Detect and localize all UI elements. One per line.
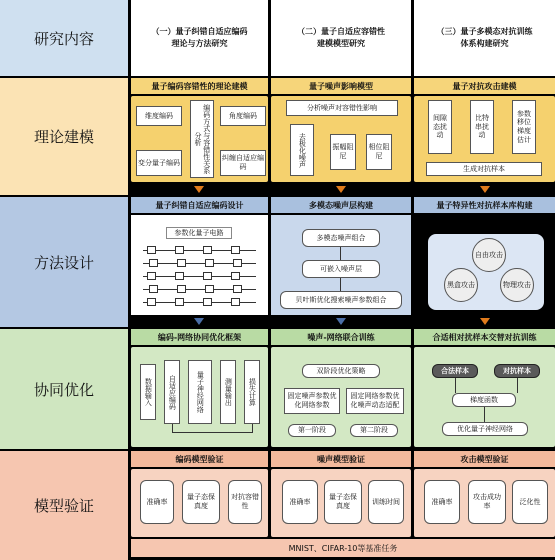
method-c3-circle3: 物理攻击 [500, 268, 534, 302]
theory-c3-bottom: 生成对抗样本 [426, 162, 542, 176]
method-c1-top: 参数化量子电路 [166, 227, 232, 239]
verify-head-3: 攻击模型验证 [414, 451, 555, 467]
optimize-c2-stage2: 第二阶段 [350, 424, 398, 437]
verify-c2-1: 准确率 [282, 480, 318, 524]
circuit-gate [175, 246, 184, 254]
circuit-gate [233, 259, 242, 267]
optimize-c2-box1: 固定噪声参数优化网络参数 [284, 388, 340, 414]
row-label-header [0, 0, 128, 76]
connector [340, 278, 341, 291]
row-label-optimize [0, 329, 128, 449]
method-head-3: 量子特异性对抗样本库构建 [414, 197, 555, 213]
verify-footer: MNIST、CIFAR-10等基准任务 [131, 539, 555, 557]
feedback-line [252, 424, 253, 433]
method-c3-circle2: 黑盒攻击 [444, 268, 478, 302]
circuit-gate [147, 298, 156, 306]
optimize-c2-stage1: 第一阶段 [288, 424, 336, 437]
feedback-line [172, 424, 173, 433]
theory-c2-box2: 振幅阻尼 [330, 134, 356, 170]
optimize-c3-legit: 合法样本 [432, 364, 478, 378]
col-header-2: （二）量子自适应容错性 建模模型研究 [271, 0, 411, 76]
down-arrow-icon [480, 186, 490, 193]
circuit-gate [231, 246, 240, 254]
optimize-c1-box2: 自适应编码 [164, 360, 180, 424]
optimize-head-2: 噪声-网络联合训练 [271, 329, 411, 345]
theory-c1-tr: 角度编码 [220, 106, 266, 126]
circuit-gate [205, 285, 214, 293]
method-head-1: 量子纠错自适应编码设计 [131, 197, 268, 213]
down-arrow-icon [194, 318, 204, 325]
optimize-c1-box5: 损失计算 [244, 360, 260, 424]
col-header-1: （一）量子纠错自适应编码 理论与方法研究 [131, 0, 268, 76]
theory-c2-box3: 相位阻尼 [366, 134, 392, 170]
theory-head-3: 量子对抗攻击建模 [414, 78, 555, 94]
row-label-theory [0, 78, 128, 195]
down-arrow-icon [336, 186, 346, 193]
theory-c1-center: 编码方式与容错性关系分析 [190, 100, 214, 178]
circuit-gate [233, 285, 242, 293]
circuit-gate [203, 272, 212, 280]
row-label-method [0, 197, 128, 327]
optimize-head-1: 编码-网络协同优化框架 [131, 329, 268, 345]
circuit-gate [147, 246, 156, 254]
row-label-verify [0, 451, 128, 560]
row-label-method-text: 方法设计 [33, 253, 94, 272]
circuit-gate [149, 259, 158, 267]
theory-c3-box1: 间隙态扰动 [428, 100, 452, 154]
verify-c1-2: 量子态保真度 [182, 480, 220, 524]
circuit-gate [175, 272, 184, 280]
connector [340, 247, 341, 260]
theory-head-1: 量子编码容错性的理论建模 [131, 78, 268, 94]
verify-c3-3: 泛化性 [512, 480, 548, 524]
down-arrow-icon [194, 186, 204, 193]
feedback-line [172, 432, 252, 433]
verify-head-2: 噪声模型验证 [271, 451, 411, 467]
verify-c1-1: 准确率 [140, 480, 174, 524]
theory-head-2: 量子噪声影响模型 [271, 78, 411, 94]
theory-c3-box3: 参数移位梯度估计 [512, 100, 536, 154]
theory-c2-top: 分析噪声对容错性影响 [286, 100, 398, 116]
verify-c2-2: 量子态保真度 [324, 480, 362, 524]
col-header-3: （三）量子多模态对抗训练 体系构建研究 [414, 0, 555, 76]
circuit-gate [231, 272, 240, 280]
theory-c3-box2: 比特串扰动 [470, 100, 494, 154]
down-arrow-icon [336, 318, 346, 325]
optimize-c2-box2: 固定网络参数优化噪声动态适配 [346, 388, 404, 414]
circuit-gate [203, 246, 212, 254]
circuit-gate [177, 285, 186, 293]
method-c2-box3: 贝叶斯优化搜索噪声参数组合 [280, 291, 402, 309]
verify-c3-1: 准确率 [424, 480, 460, 524]
theory-c1-br: 纠缠自适应编码 [220, 150, 266, 176]
row-label-theory-text: 理论建模 [33, 128, 94, 146]
optimize-c1-box1: 数据输入 [140, 364, 156, 420]
verify-c3-2: 攻击成功率 [468, 480, 506, 524]
quantum-circuit [131, 242, 268, 312]
circuit-gate [147, 272, 156, 280]
optimize-head-3: 合适相对扰样本交替对抗训练 [414, 329, 555, 345]
circuit-gate [149, 285, 158, 293]
circuit-gate [205, 259, 214, 267]
row-label-verify-text: 模型验证 [33, 497, 94, 515]
row-label-header-text: 研究内容 [33, 29, 94, 48]
theory-c2-box1: 去极化噪声 [290, 124, 314, 176]
circuit-gate [231, 298, 240, 306]
method-c2-box2: 可嵌入噪声层 [302, 260, 380, 278]
verify-head-1: 编码模型验证 [131, 451, 268, 467]
verify-c1-3: 对抗容错性 [228, 480, 262, 524]
circuit-gate [203, 298, 212, 306]
theory-c1-bl: 变分量子编码 [136, 150, 182, 176]
down-arrow-icon [480, 318, 490, 325]
optimize-c3-bottom: 优化量子神经网络 [442, 422, 528, 436]
method-head-2: 多模态噪声层构建 [271, 197, 411, 213]
optimize-c3-mid: 梯度函数 [452, 393, 516, 407]
optimize-c2-top: 双阶段优化策略 [302, 364, 380, 378]
theory-c1-tl: 维度编码 [136, 106, 182, 126]
optimize-c3-adv: 对抗样本 [494, 364, 540, 378]
optimize-c1-box3: 量子神经网络 [188, 360, 212, 424]
connector [455, 378, 456, 393]
circuit-gate [177, 259, 186, 267]
row-label-optimize-text: 协同优化 [33, 380, 94, 399]
verify-c2-3: 训练时间 [368, 480, 404, 524]
method-c3-circle1: 自由攻击 [472, 238, 506, 272]
connector [517, 378, 518, 393]
method-c2-box1: 多模态噪声组合 [302, 229, 380, 247]
connector [484, 407, 485, 422]
optimize-c1-box4: 测量输出 [220, 360, 236, 424]
circuit-gate [175, 298, 184, 306]
